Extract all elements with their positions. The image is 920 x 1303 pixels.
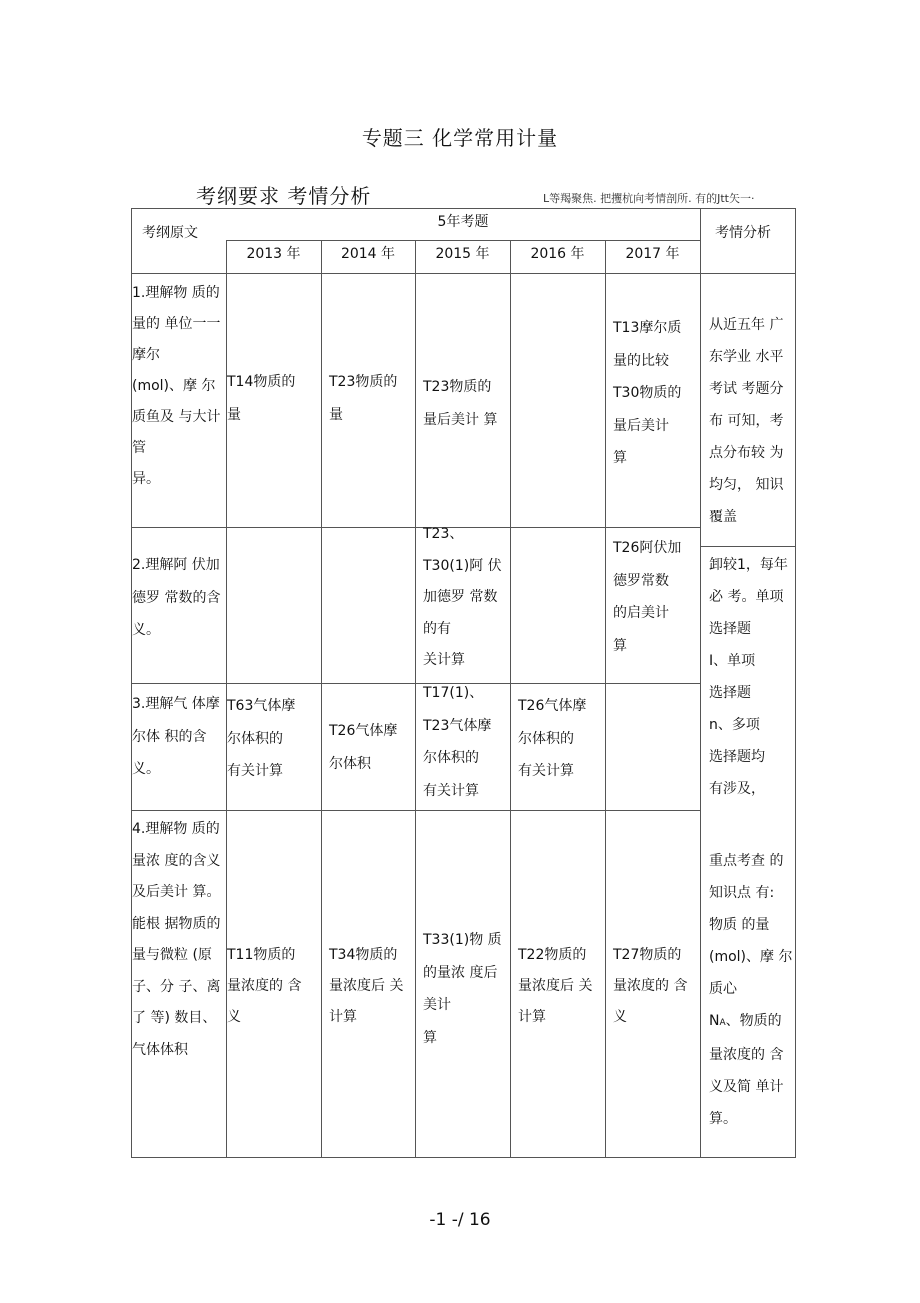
header-year-2014: 2014 年 — [340, 246, 396, 262]
table-border-bottom — [131, 1157, 796, 1158]
table-border-right — [795, 208, 796, 1158]
header-year-2015: 2015 年 — [435, 246, 490, 262]
header-five-years: 5年考题 — [437, 214, 489, 230]
row2-2015: T23、 T30(1)阿 伏 加德罗 常数 的有 关计算 — [423, 526, 502, 668]
section-subtitle: 考纲要求 考情分析 — [196, 184, 372, 208]
row3-syllabus: 3.理解气 体摩 尔体 积的含 义。 — [132, 696, 220, 777]
header-year-2017: 2017 年 — [625, 246, 680, 262]
row1-2015: T23物质的 量后美计 算 — [423, 379, 498, 428]
row4-2016: T22物质的 量浓度后 关 计算 — [518, 947, 593, 1025]
analysis-key-points — [709, 845, 795, 1135]
analysis-key-points-pre: 重点考查 的 知识点 有: 物质 的量 (mol)、摩 尔 质心 N — [709, 853, 793, 1029]
analysis-question-types: 卸较1，每年 必 考。单项 选择题 I、单项 选择题 n、多项 选择题均 有涉及， — [709, 557, 788, 797]
analysis-key-points-post: 、物质的 量浓度的 含 义及简 单计 算。 — [709, 1013, 784, 1127]
analysis-overview: 从近五年 广 东学业 水平 考试 考题分 布 可知，考 点分布较 为 均匀， 知识 覆盖 — [709, 317, 784, 525]
table-col-divider — [605, 240, 606, 1158]
row4-2013: T11物质的 量浓度的 含 义 — [227, 947, 302, 1025]
table-col-divider — [700, 208, 701, 1158]
row1-2017: T13摩尔质 量的比较 T30物质的 量后美计 算 — [613, 320, 682, 466]
row1-syllabus: 1.理解物 质的 量的 单位一一 摩尔 (mol)、摩 尔 质鱼及 与大计 管 异。 — [132, 285, 221, 487]
row1-2013: T14物质的 量 — [227, 374, 296, 423]
page-title: 专题三 化学常用计量 — [361, 126, 559, 150]
row3-2013: T63气体摩 尔体积的 有关计算 — [227, 698, 296, 779]
table-col-divider — [415, 240, 416, 1158]
header-syllabus: 考纲原文 — [142, 225, 198, 241]
header-analysis: 考情分析 — [715, 225, 771, 241]
row1-2014: T23物质的 量 — [329, 374, 398, 423]
header-note: L等羯聚焦. 把攫杭向考情剖所. 有的Jtt矢一· — [543, 192, 755, 205]
row2-2017: T26阿伏加 德罗常数 的启美计 算 — [613, 540, 682, 654]
row2-syllabus: 2.理解阿 伏加 德罗 常数的含 义。 — [132, 557, 221, 638]
page-number: -1 -/ 16 — [429, 1210, 491, 1230]
header-year-2013: 2013 年 — [246, 246, 301, 262]
table-col-divider — [510, 240, 511, 1158]
table-header-bottom — [131, 273, 796, 274]
row3-2016: T26气体摩 尔体积的 有关计算 — [518, 698, 587, 779]
row4-2017: T27物质的 量浓度的 含 义 — [613, 947, 688, 1025]
table-analysis-divider — [700, 546, 796, 547]
row3-2015: T17(1)、 T23气体摩 尔体积的 有关计算 — [423, 685, 492, 799]
row4-2014: T34物质的 量浓度后 关 计算 — [329, 947, 404, 1025]
table-header-divider — [226, 240, 700, 241]
row3-2014: T26气体摩 尔体积 — [329, 723, 398, 772]
row4-2015: T33(1)物 质 的量浓 度后 美计 算 — [423, 932, 502, 1046]
table-border-top — [131, 208, 796, 209]
row4-syllabus: 4.理解物 质的 量浓 度的含义 及后美计 算。 能根 据物质的 量与微粒 (原 子、分 子、离 了 等) 数目、 气体体积 — [132, 821, 221, 1058]
table-col-divider — [321, 240, 322, 1158]
header-year-2016: 2016 年 — [530, 246, 585, 262]
analysis-key-points-subscript: A — [719, 1018, 726, 1028]
